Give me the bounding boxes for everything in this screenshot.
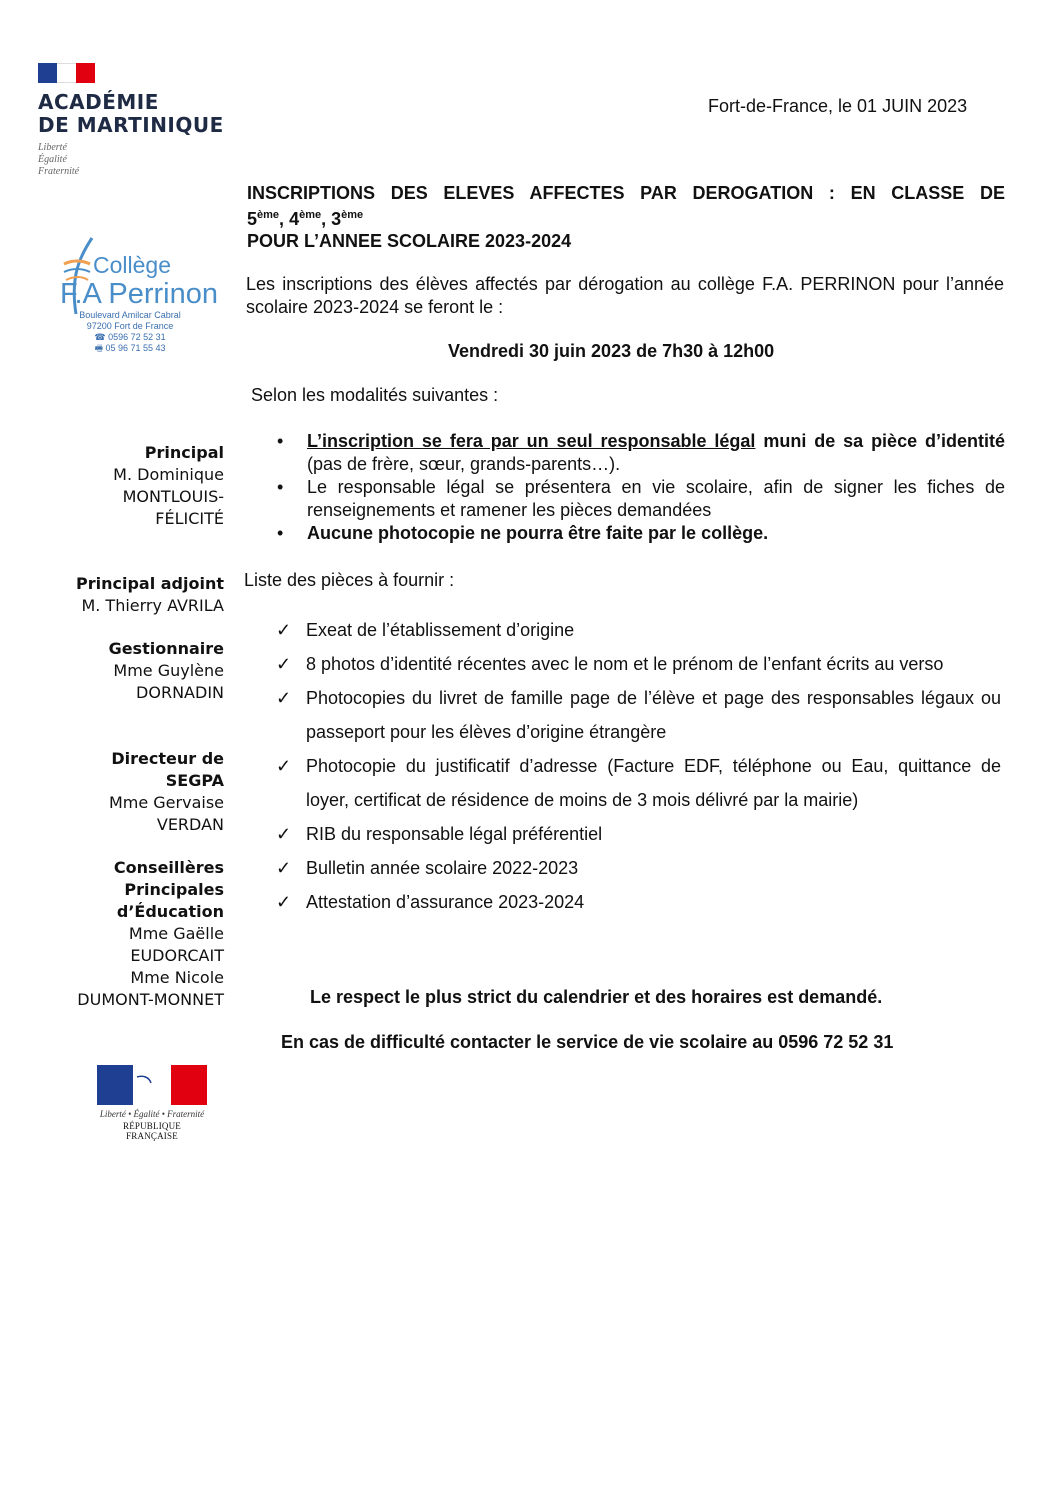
title-grades: 5ème, 4ème, 3ème (247, 209, 364, 229)
document-title (247, 182, 1005, 252)
sidebar-principal: Principal M. Dominique MONTLOUIS- FÉLICITÉ (113, 443, 224, 528)
registration-date: Vendredi 30 juin 2023 de 7h30 à 12h00 (448, 341, 775, 361)
sidebar-cpe: Conseillères Principales d’Éducation Mme Gaëlle EUDORCAIT Mme Nicole DUMONT-MONNET (77, 858, 224, 1009)
bullet-icon: • (277, 431, 284, 451)
french-flag-icon (38, 63, 95, 83)
rf-motto: Liberté • Égalité • Fraternité (99, 1109, 205, 1119)
list-item: ✓ Bulletin année scolaire 2022-2023 (276, 851, 1001, 885)
sidebar-gestionnaire: Gestionnaire Mme Guylène DORNADIN (108, 639, 224, 702)
intro-paragraph: Les inscriptions des élèves affectés par dérogation au collège F.A. PERRINON pour l’année scolaire 2023-2024 se feront le : (246, 274, 1004, 317)
checkmark-icon: ✓ (276, 654, 292, 674)
checkmark-icon: ✓ (276, 858, 292, 878)
list-item: • L’inscription se fera par un seul responsable légal muni de sa pièce d’identité (pas de frère, sœur, grands-parents…). (277, 431, 1005, 474)
sidebar-principal-adjoint: Principal adjoint M. Thierry AVRILA (75, 574, 224, 615)
checkmark-icon: ✓ (276, 620, 292, 640)
republique-francaise-logo (97, 1065, 207, 1141)
letter-date: Fort-de-France, le 01 JUIN 2023 (708, 96, 968, 116)
title-line1: INSCRIPTIONS DES ELEVES AFFECTES PAR DEROGATION : EN CLASSE DE (247, 183, 1005, 203)
college-address: Boulevard Amilcar Cabral 97200 Fort de France ☎ 0596 72 52 31 🖷 05 96 71 55 43 (79, 310, 181, 353)
checkmark-icon: ✓ (276, 756, 292, 776)
bullet-icon: • (277, 523, 284, 543)
academy-logo (38, 63, 224, 178)
list-item: ✓ RIB du responsable légal préférentiel (276, 817, 1001, 851)
rf-name: RÉPUBLIQUE FRANÇAISE (123, 1121, 181, 1141)
checkmark-icon: ✓ (276, 824, 292, 844)
list-item: ✓ 8 photos d’identité récentes avec le nom et le prénom de l’enfant écrits au verso (276, 647, 1001, 681)
college-name-line1: Collège (93, 252, 171, 278)
list-item: ✓ Photocopie du justificatif d’adresse (Facture EDF, téléphone ou Eau, quittance de loyer, certificat de résidence de moins de 3 mois délivré par la mairie) (276, 749, 1001, 817)
list-item: • Le responsable légal se présentera en vie scolaire, afin de signer les fiches de renseignements et ramener les pièces demandées (277, 477, 1005, 520)
pieces-list (276, 613, 1001, 919)
contact-note: En cas de difficulté contacter le service de vie scolaire au 0596 72 52 31 (281, 1032, 894, 1052)
academy-name-line2: DE MARTINIQUE (38, 113, 224, 137)
academy-name-line1: ACADÉMIE (38, 90, 159, 114)
list-item: ✓ Attestation d’assurance 2023-2024 (276, 885, 1001, 919)
academy-motto: Liberté Égalité Fraternité (38, 142, 80, 177)
title-line3: POUR L’ANNEE SCOLAIRE 2023-2024 (247, 231, 572, 251)
checkmark-icon: ✓ (276, 688, 292, 708)
marianne-icon (97, 1065, 207, 1105)
list-item: ✓ Exeat de l’établissement d’origine (276, 613, 1001, 647)
bullet-icon: • (277, 477, 284, 497)
college-name-line2: F.A Perrinon (60, 278, 218, 310)
college-swoosh-icon (62, 236, 98, 316)
checkmark-icon: ✓ (276, 892, 292, 912)
respect-note: Le respect le plus strict du calendrier et des horaires est demandé. (310, 987, 883, 1007)
modalites-label: Selon les modalités suivantes : (251, 385, 499, 405)
list-item: • Aucune photocopie ne pourra être faite par le collège. (277, 523, 769, 543)
college-logo (60, 236, 220, 354)
pieces-label: Liste des pièces à fournir : (244, 570, 455, 590)
sidebar-segpa: Directeur de SEGPA Mme Gervaise VERDAN (108, 749, 224, 834)
modalites-list (277, 430, 1005, 545)
list-item: ✓ Photocopies du livret de famille page de l’élève et page des responsables légaux ou passeport pour les élèves d’origine étrangère (276, 681, 1001, 749)
